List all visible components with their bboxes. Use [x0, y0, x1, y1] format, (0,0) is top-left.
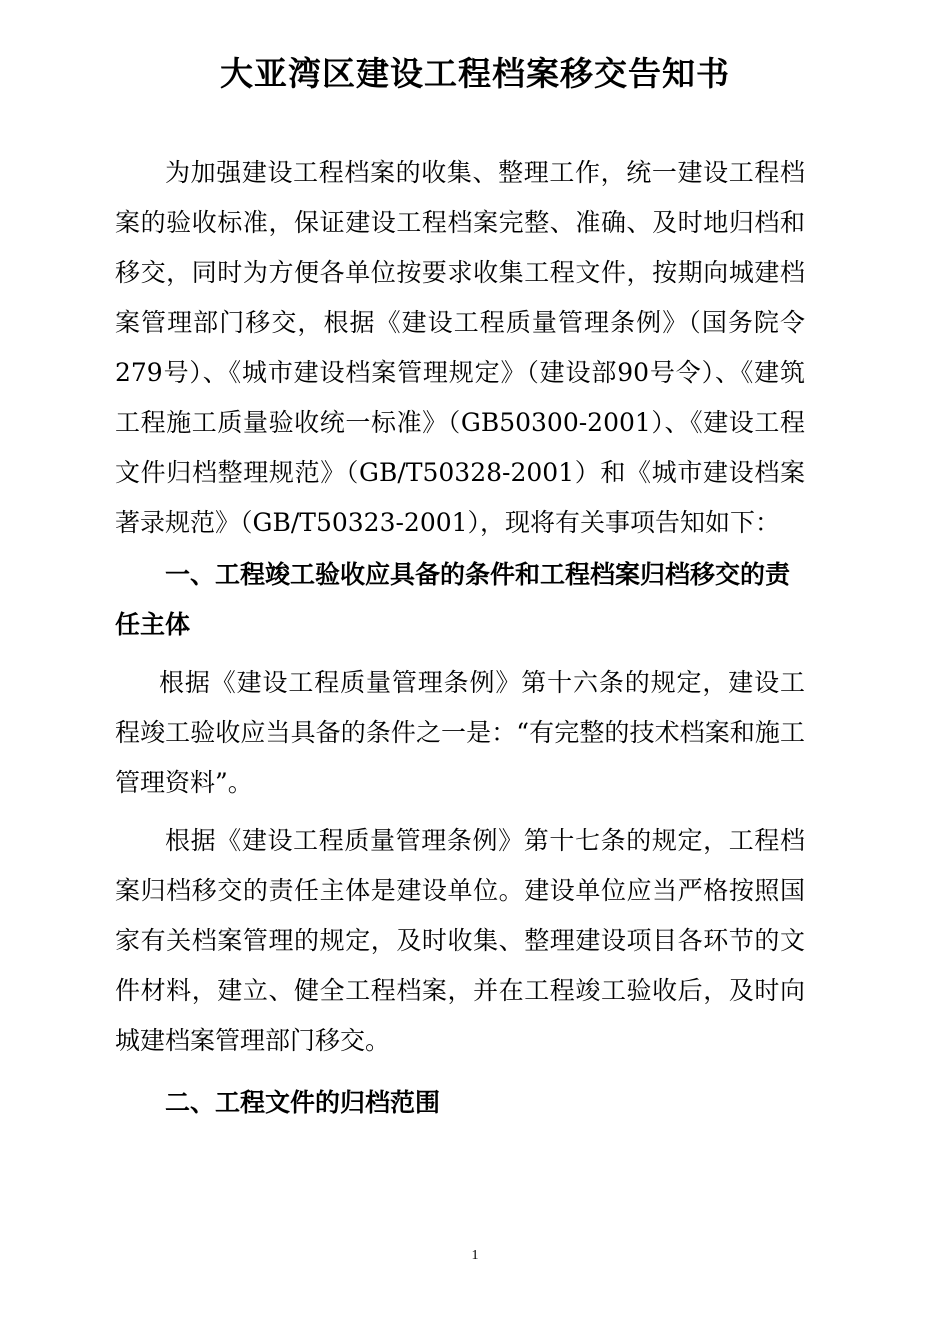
page-number: 1 [471, 1248, 479, 1263]
document-title: 大亚湾区建设工程档案移交告知书 [220, 54, 730, 93]
section-1-paragraph-1: 根据《建设工程质量管理条例》第十六条的规定，建设工程竣工验收应当具备的条件之一是：“有完整的技术档案和施工管理资料”。 [115, 668, 805, 797]
section-1-heading: 一、工程竣工验收应具备的条件和工程档案归档移交的责任主体 [115, 560, 791, 639]
intro-paragraph: 为加强建设工程档案的收集、整理工作，统一建设工程档案的验收标准，保证建设工程档案完整、准确、及时地归档和移交，同时为方便各单位按要求收集工程文件，按期向城建档案管理部门移交，根据《建设工程质量管理条例》（国务院令279号）、《城市建设档案管理规定》（建设部90号令）、《建筑工程施工质量验收统一标准》（GB50300-2001）、《建设工程文件归档整理规范》（GB/T50328-2001）和《城市建设档案著录规范》（GB/T50323-2001），现将有关事项告知如下： [115, 158, 805, 537]
section-1-paragraph-2: 根据《建设工程质量管理条例》第十七条的规定，工程档案归档移交的责任主体是建设单位。建设单位应当严格按照国家有关档案管理的规定，及时收集、整理建设项目各环节的文件材料，建立、健全工程档案，并在工程竣工验收后，及时向城建档案管理部门移交。 [115, 826, 805, 1055]
section-2-heading: 二、工程文件的归档范围 [165, 1088, 441, 1117]
document-body [115, 148, 805, 1128]
